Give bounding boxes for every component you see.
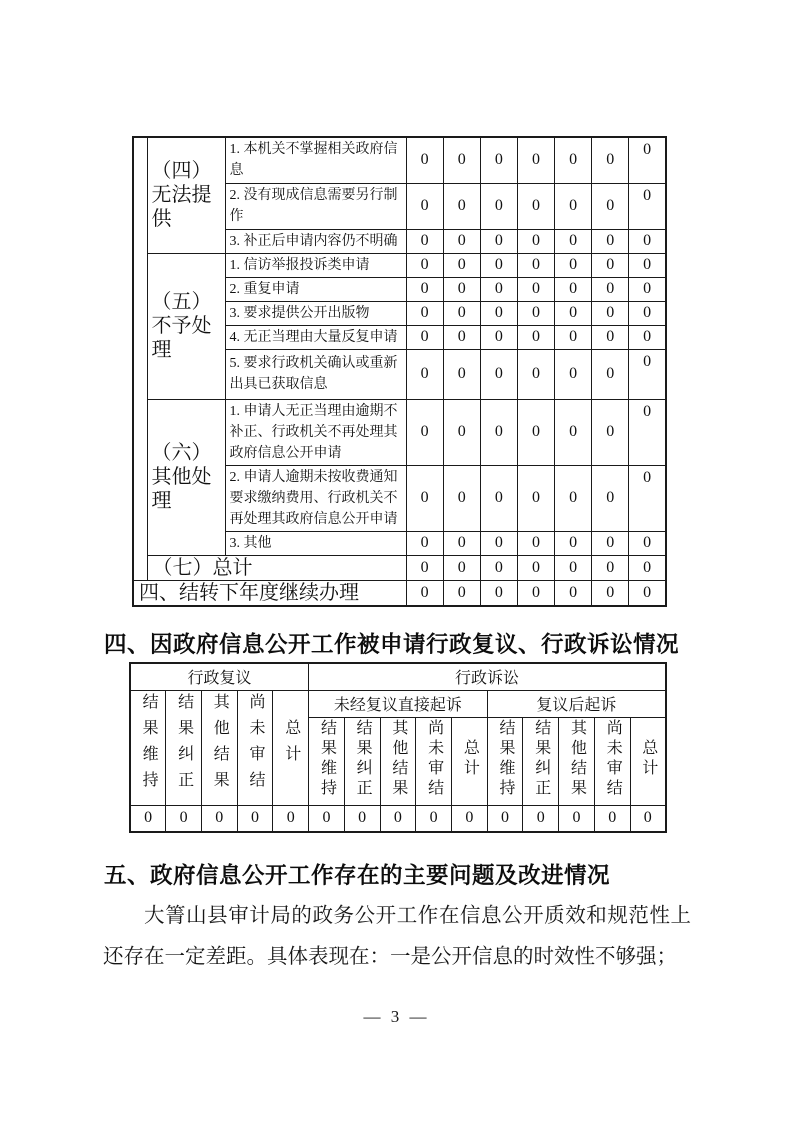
column-header-label: 结果维持: [318, 718, 336, 799]
column-header-cell: [380, 717, 416, 805]
column-header-label: 其他结果: [389, 718, 407, 799]
column-header-cell: [559, 717, 595, 805]
value-cell: 0: [517, 325, 554, 349]
value-cell: 0: [592, 229, 629, 253]
value-cell: 0: [480, 229, 517, 253]
value-cell: 0: [592, 399, 629, 465]
value-cell: 0: [451, 805, 487, 832]
value-cell: 0: [555, 301, 592, 325]
value-cell: 0: [517, 465, 554, 531]
value-cell: 0: [517, 137, 554, 183]
value-cell: 0: [480, 253, 517, 277]
value-cell: 0: [555, 465, 592, 531]
column-header-cell: [237, 690, 273, 805]
value-cell: 0: [517, 301, 554, 325]
value-cell: 0: [443, 229, 480, 253]
value-cell: 0: [443, 555, 480, 580]
value-cell: 0: [555, 325, 592, 349]
value-cell: 0: [406, 531, 443, 555]
value-cell: 0: [594, 805, 630, 832]
value-cell: 0: [480, 531, 517, 555]
column-header-cell: [201, 690, 237, 805]
value-cell: 0: [517, 277, 554, 301]
column-header-cell: [309, 717, 345, 805]
value-cell: 0: [629, 580, 666, 606]
value-cell: 0: [480, 465, 517, 531]
value-cell: 0: [592, 349, 629, 399]
column-header-cell: [130, 690, 166, 805]
value-cell: 0: [523, 805, 559, 832]
table-row: [133, 253, 666, 277]
value-cell: 0: [592, 277, 629, 301]
column-header-cell: [166, 690, 202, 805]
value-cell: 0: [166, 805, 202, 832]
value-cell: 0: [443, 531, 480, 555]
value-cell: 0: [309, 805, 345, 832]
value-cell: 0: [406, 465, 443, 531]
value-cell: 0: [555, 555, 592, 580]
column-header-label: 尚未审结: [425, 718, 443, 799]
value-cell: 0: [555, 399, 592, 465]
value-cell: 0: [517, 229, 554, 253]
value-cell: 0: [406, 277, 443, 301]
spacer-cell: [133, 137, 147, 580]
column-header-label: 结果维持: [497, 718, 515, 799]
value-cell: 0: [517, 183, 554, 229]
value-cell: 0: [629, 465, 666, 531]
value-cell: 0: [629, 325, 666, 349]
value-cell: 0: [406, 580, 443, 606]
value-cell: 0: [592, 531, 629, 555]
value-cell: 0: [629, 301, 666, 325]
review-lawsuit-table: [129, 662, 667, 833]
column-header-cell: [273, 690, 309, 805]
value-cell: 0: [443, 325, 480, 349]
value-cell: 0: [517, 253, 554, 277]
value-cell: 0: [201, 805, 237, 832]
value-cell: 0: [443, 277, 480, 301]
column-header-cell: [630, 717, 666, 805]
item-label-cell: 1. 信访举报投诉类申请: [225, 253, 406, 277]
value-cell: 0: [517, 399, 554, 465]
value-cell: 0: [517, 580, 554, 606]
value-cell: 0: [480, 277, 517, 301]
category-cell: （六）其他处理: [147, 399, 225, 555]
value-cell: 0: [629, 229, 666, 253]
value-cell: 0: [555, 137, 592, 183]
item-label-cell: 1. 本机关不掌握相关政府信息: [225, 137, 406, 183]
value-cell: 0: [629, 531, 666, 555]
item-label-cell: 2. 申请人逾期未按收费通知要求缴纳费用、行政机关不再处理其政府信息公开申请: [225, 465, 406, 531]
item-label-cell: 5. 要求行政机关确认或重新出具已获取信息: [225, 349, 406, 399]
total-label-cell: （七）总计: [147, 555, 406, 580]
value-cell: 0: [480, 137, 517, 183]
column-header-label: 总计: [461, 738, 479, 779]
value-cell: 0: [629, 555, 666, 580]
value-cell: 0: [629, 253, 666, 277]
value-cell: 0: [629, 277, 666, 301]
value-cell: 0: [480, 301, 517, 325]
value-cell: 0: [406, 555, 443, 580]
value-cell: 0: [592, 465, 629, 531]
value-cell: 0: [555, 277, 592, 301]
column-header-label: 尚未审结: [247, 693, 265, 797]
value-cell: 0: [592, 301, 629, 325]
item-label-cell: 3. 其他: [225, 531, 406, 555]
direct-suit-subheader-cell: 未经复议直接起诉: [309, 690, 488, 717]
value-cell: 0: [592, 555, 629, 580]
value-cell: 0: [406, 325, 443, 349]
value-cell: 0: [130, 805, 166, 832]
value-cell: 0: [555, 531, 592, 555]
section-5-heading: 五、政府信息公开工作存在的主要问题及改进情况: [104, 863, 611, 888]
value-cell: 0: [592, 183, 629, 229]
section-4-heading: 四、因政府信息公开工作被申请行政复议、行政诉讼情况: [104, 632, 680, 657]
value-cell: 0: [592, 580, 629, 606]
table-row: [133, 580, 666, 606]
category-cell: （四）无法提供: [147, 137, 225, 253]
value-cell: 0: [273, 805, 309, 832]
value-cell: 0: [592, 137, 629, 183]
item-label-cell: 2. 没有现成信息需要另行制作: [225, 183, 406, 229]
value-cell: 0: [480, 325, 517, 349]
body-paragraph: 大箐山县审计局的政务公开工作在信息公开质效和规范性上还存在一定差距。具体表现在：一是公开信息的时效性不够强；: [103, 905, 691, 968]
column-header-label: 总计: [282, 719, 300, 771]
value-cell: 0: [480, 349, 517, 399]
value-cell: 0: [555, 183, 592, 229]
column-header-label: 尚未审结: [604, 718, 622, 799]
page-number: — 3 —: [363, 1007, 430, 1026]
item-label-cell: 3. 补正后申请内容仍不明确: [225, 229, 406, 253]
value-cell: 0: [592, 253, 629, 277]
table-row: [133, 137, 666, 183]
value-cell: 0: [480, 183, 517, 229]
value-cell: 0: [406, 399, 443, 465]
value-cell: 0: [443, 253, 480, 277]
review-group-header-cell: 行政复议: [130, 663, 309, 690]
value-cell: 0: [629, 137, 666, 183]
value-cell: 0: [555, 229, 592, 253]
item-label-cell: 1. 申请人无正当理由逾期不补正、行政机关不再处理其政府信息公开申请: [225, 399, 406, 465]
column-header-label: 结果纠正: [354, 718, 372, 799]
value-cell: 0: [517, 555, 554, 580]
column-header-label: 总计: [639, 738, 657, 779]
value-cell: 0: [443, 301, 480, 325]
column-header-cell: [487, 717, 523, 805]
value-cell: 0: [480, 555, 517, 580]
table-row: [133, 399, 666, 465]
value-cell: 0: [443, 465, 480, 531]
value-cell: 0: [555, 349, 592, 399]
value-cell: 0: [629, 399, 666, 465]
value-cell: 0: [406, 229, 443, 253]
column-header-label: 其他结果: [211, 693, 229, 797]
value-cell: 0: [406, 301, 443, 325]
value-cell: 0: [517, 531, 554, 555]
table-row: [133, 555, 666, 580]
column-header-cell: [451, 717, 487, 805]
value-cell: 0: [443, 580, 480, 606]
value-cell: 0: [630, 805, 666, 832]
item-label-cell: 2. 重复申请: [225, 277, 406, 301]
value-cell: 0: [237, 805, 273, 832]
value-cell: 0: [406, 253, 443, 277]
value-cell: 0: [406, 183, 443, 229]
value-cell: 0: [443, 183, 480, 229]
item-label-cell: 3. 要求提供公开出版物: [225, 301, 406, 325]
carryover-table: [132, 136, 667, 607]
value-cell: 0: [406, 137, 443, 183]
value-cell: 0: [517, 349, 554, 399]
value-cell: 0: [443, 137, 480, 183]
carryover-label-cell: 四、结转下年度继续办理: [133, 580, 406, 606]
table-row: [130, 663, 666, 690]
column-header-cell: [594, 717, 630, 805]
table-row: [130, 805, 666, 832]
column-header-label: 结果纠正: [175, 693, 193, 797]
column-header-cell: [344, 717, 380, 805]
item-label-cell: 4. 无正当理由大量反复申请: [225, 325, 406, 349]
value-cell: 0: [443, 349, 480, 399]
value-cell: 0: [555, 253, 592, 277]
after-review-suit-subheader-cell: 复议后起诉: [487, 690, 666, 717]
value-cell: 0: [416, 805, 452, 832]
value-cell: 0: [480, 399, 517, 465]
value-cell: 0: [592, 325, 629, 349]
value-cell: 0: [629, 349, 666, 399]
value-cell: 0: [344, 805, 380, 832]
column-header-cell: [523, 717, 559, 805]
value-cell: 0: [629, 183, 666, 229]
column-header-label: 结果纠正: [532, 718, 550, 799]
category-cell: （五）不予处理: [147, 253, 225, 399]
column-header-label: 结果维持: [140, 693, 158, 797]
value-cell: 0: [380, 805, 416, 832]
value-cell: 0: [555, 580, 592, 606]
value-cell: 0: [487, 805, 523, 832]
table-row: [130, 690, 666, 717]
column-header-cell: [416, 717, 452, 805]
value-cell: 0: [443, 399, 480, 465]
value-cell: 0: [480, 580, 517, 606]
lawsuit-group-header-cell: 行政诉讼: [309, 663, 666, 690]
value-cell: 0: [406, 349, 443, 399]
column-header-label: 其他结果: [568, 718, 586, 799]
value-cell: 0: [559, 805, 595, 832]
